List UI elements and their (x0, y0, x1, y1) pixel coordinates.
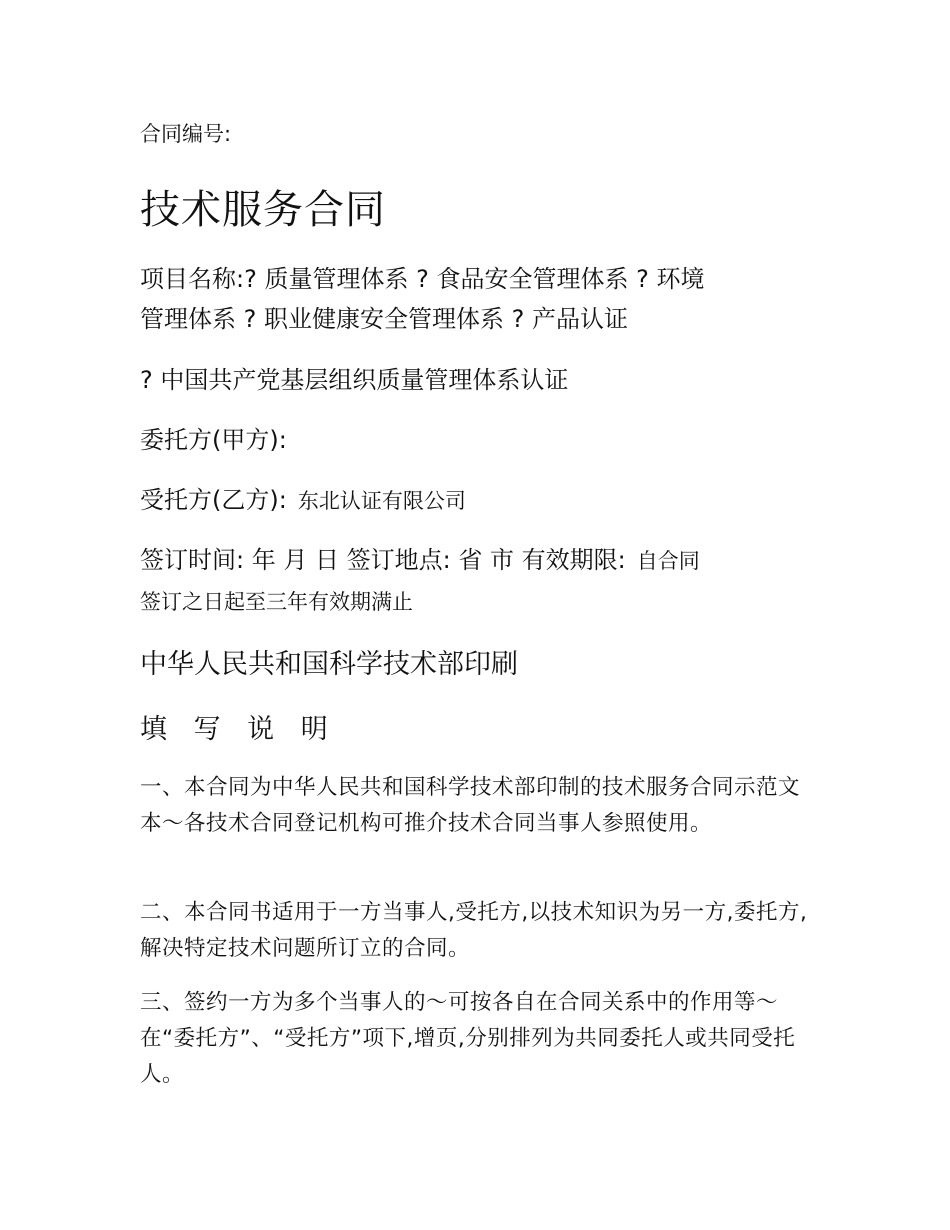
party-b-label: 受托方(乙方): (140, 486, 287, 514)
instructions-heading: 填 写 说 明 (140, 714, 337, 745)
validity-value-part-1: 自合同 (636, 549, 700, 573)
instruction-paragraph-2: 二、本合同书适用于一方当事人,受托方,以技术知识为另一方,委托方,解决特定技术问题所订立的合同。 (140, 900, 808, 961)
project-name-line-1: 项目名称:? 质量管理体系 ? 食品安全管理体系 ? 环境 (140, 265, 705, 293)
instruction-paragraph-3: 三、签约一方为多个当事人的～可按各自在合同关系中的作用等～在“委托方”、“受托方”项下,增页,分别排列为共同委托人或共同受托人。 (140, 990, 796, 1087)
project-name-line-3: ? 中国共产党基层组织质量管理体系认证 (140, 366, 569, 394)
party-b-value: 东北认证有限公司 (297, 489, 466, 513)
printer-line: 中华人民共和国科学技术部印刷 (140, 649, 518, 680)
signing-info-label: 签订时间: 年 月 日 签订地点: 省 市 有效期限: (140, 546, 626, 574)
contract-number-label: 合同编号: (140, 122, 232, 146)
project-name-line-2: 管理体系 ? 职业健康安全管理体系 ? 产品认证 (140, 305, 628, 333)
instruction-paragraph-1: 一、本合同为中华人民共和国科学技术部印制的技术服务合同示范文本～各技术合同登记机构可推介技术合同当事人参照使用。 (140, 775, 801, 836)
signing-row (140, 548, 700, 572)
validity-value-part-2: 签订之日起至三年有效期满止 (140, 590, 413, 614)
party-a-label: 委托方(甲方): (140, 426, 287, 454)
party-b-row (140, 488, 466, 512)
contract-title: 技术服务合同 (140, 187, 386, 233)
